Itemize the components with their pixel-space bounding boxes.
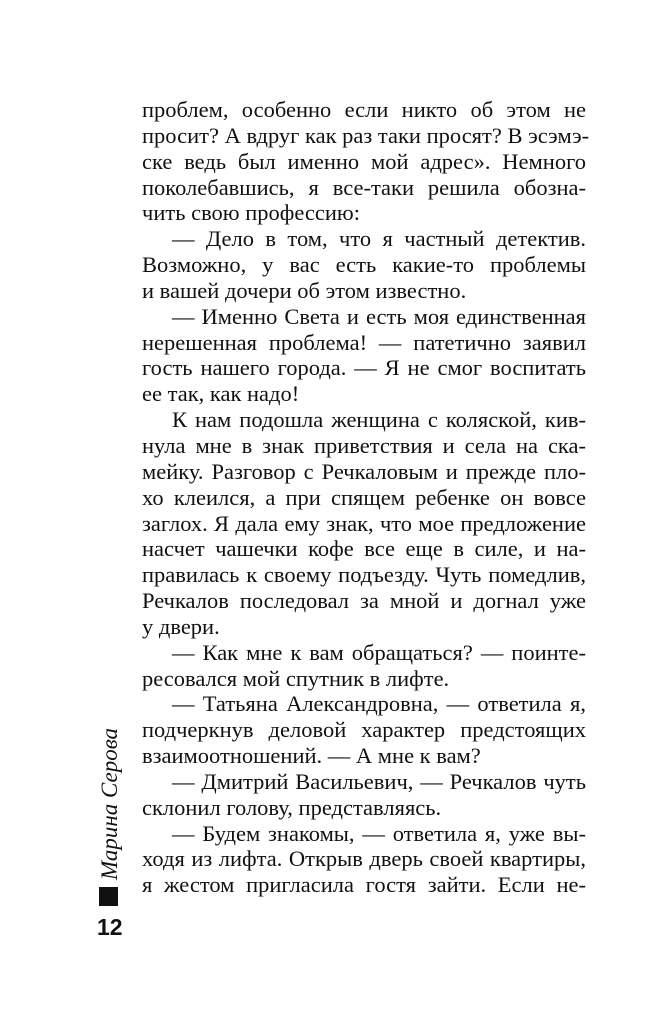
- text-line: К нам подошла женщина с коляской, кив-: [172, 407, 586, 433]
- text-line: чить свою профессию:: [142, 200, 360, 226]
- text-line: нерешенная проблема! — патетично заявил: [142, 329, 586, 355]
- text-line: гость нашего города. — Я не смог воспитать: [142, 355, 586, 381]
- body-text: [142, 97, 590, 898]
- text-line: насчет чашечки кофе все еще в силе, и на-: [142, 536, 586, 562]
- text-line: склонил голову, представляясь.: [142, 794, 442, 820]
- text-line: подчеркнув деловой характер предстоящих: [142, 717, 586, 743]
- text-line: взаимоотношений. — А мне к вам?: [142, 743, 481, 769]
- text-line: — Именно Света и есть моя единственная: [172, 303, 586, 329]
- text-line: поколебавшись, я все-таки решила обозна-: [142, 174, 586, 200]
- text-line: ее так, как надо!: [142, 381, 300, 407]
- text-line: — Будем знакомы, — ответила я, уже вы-: [172, 820, 586, 846]
- text-line: хо клеился, а при спящем ребенке он вовсе: [142, 484, 586, 510]
- text-line: — Как мне к вам обращаться? — поинте-: [172, 639, 586, 665]
- text-line: Возможно, у вас есть какие-то проблемы: [142, 252, 586, 278]
- text-line: нула мне в знак приветствия и села на ска-: [142, 432, 586, 458]
- text-line: заглох. Я дала ему знак, что мое предложение: [142, 510, 586, 536]
- text-line: у двери.: [142, 613, 220, 639]
- text-line: — Татьяна Александровна, — ответила я,: [172, 691, 586, 717]
- text-line: Речкалов последовал за мной и догнал уже: [142, 588, 586, 614]
- text-line: — Дмитрий Васильевич, — Речкалов чуть: [172, 768, 586, 794]
- text-line: ресовался мой спутник в лифте.: [142, 665, 450, 691]
- square-marker: [99, 887, 118, 906]
- text-line: проблем, особенно если никто об этом не: [142, 97, 586, 122]
- page-number: 12: [97, 914, 123, 940]
- text-line: просит? А вдруг как раз таки просят? В эсэмэ-: [142, 122, 590, 148]
- running-head-author: Марина Серова: [97, 727, 122, 880]
- text-line: я жестом пригласила гостя зайти. Если не-: [142, 872, 586, 898]
- text-line: ске ведь был именно мой адрес». Немного: [142, 148, 586, 174]
- text-line: и вашей дочери об этом известно.: [142, 277, 467, 303]
- text-line: мейку. Разговор с Речкаловым и прежде пло-: [142, 458, 586, 484]
- text-line: — Дело в том, что я частный детектив.: [172, 226, 586, 252]
- text-line: правилась к своему подъезду. Чуть помедлив,: [142, 562, 586, 588]
- text-line: ходя из лифта. Открыв дверь своей квартиры,: [142, 846, 586, 872]
